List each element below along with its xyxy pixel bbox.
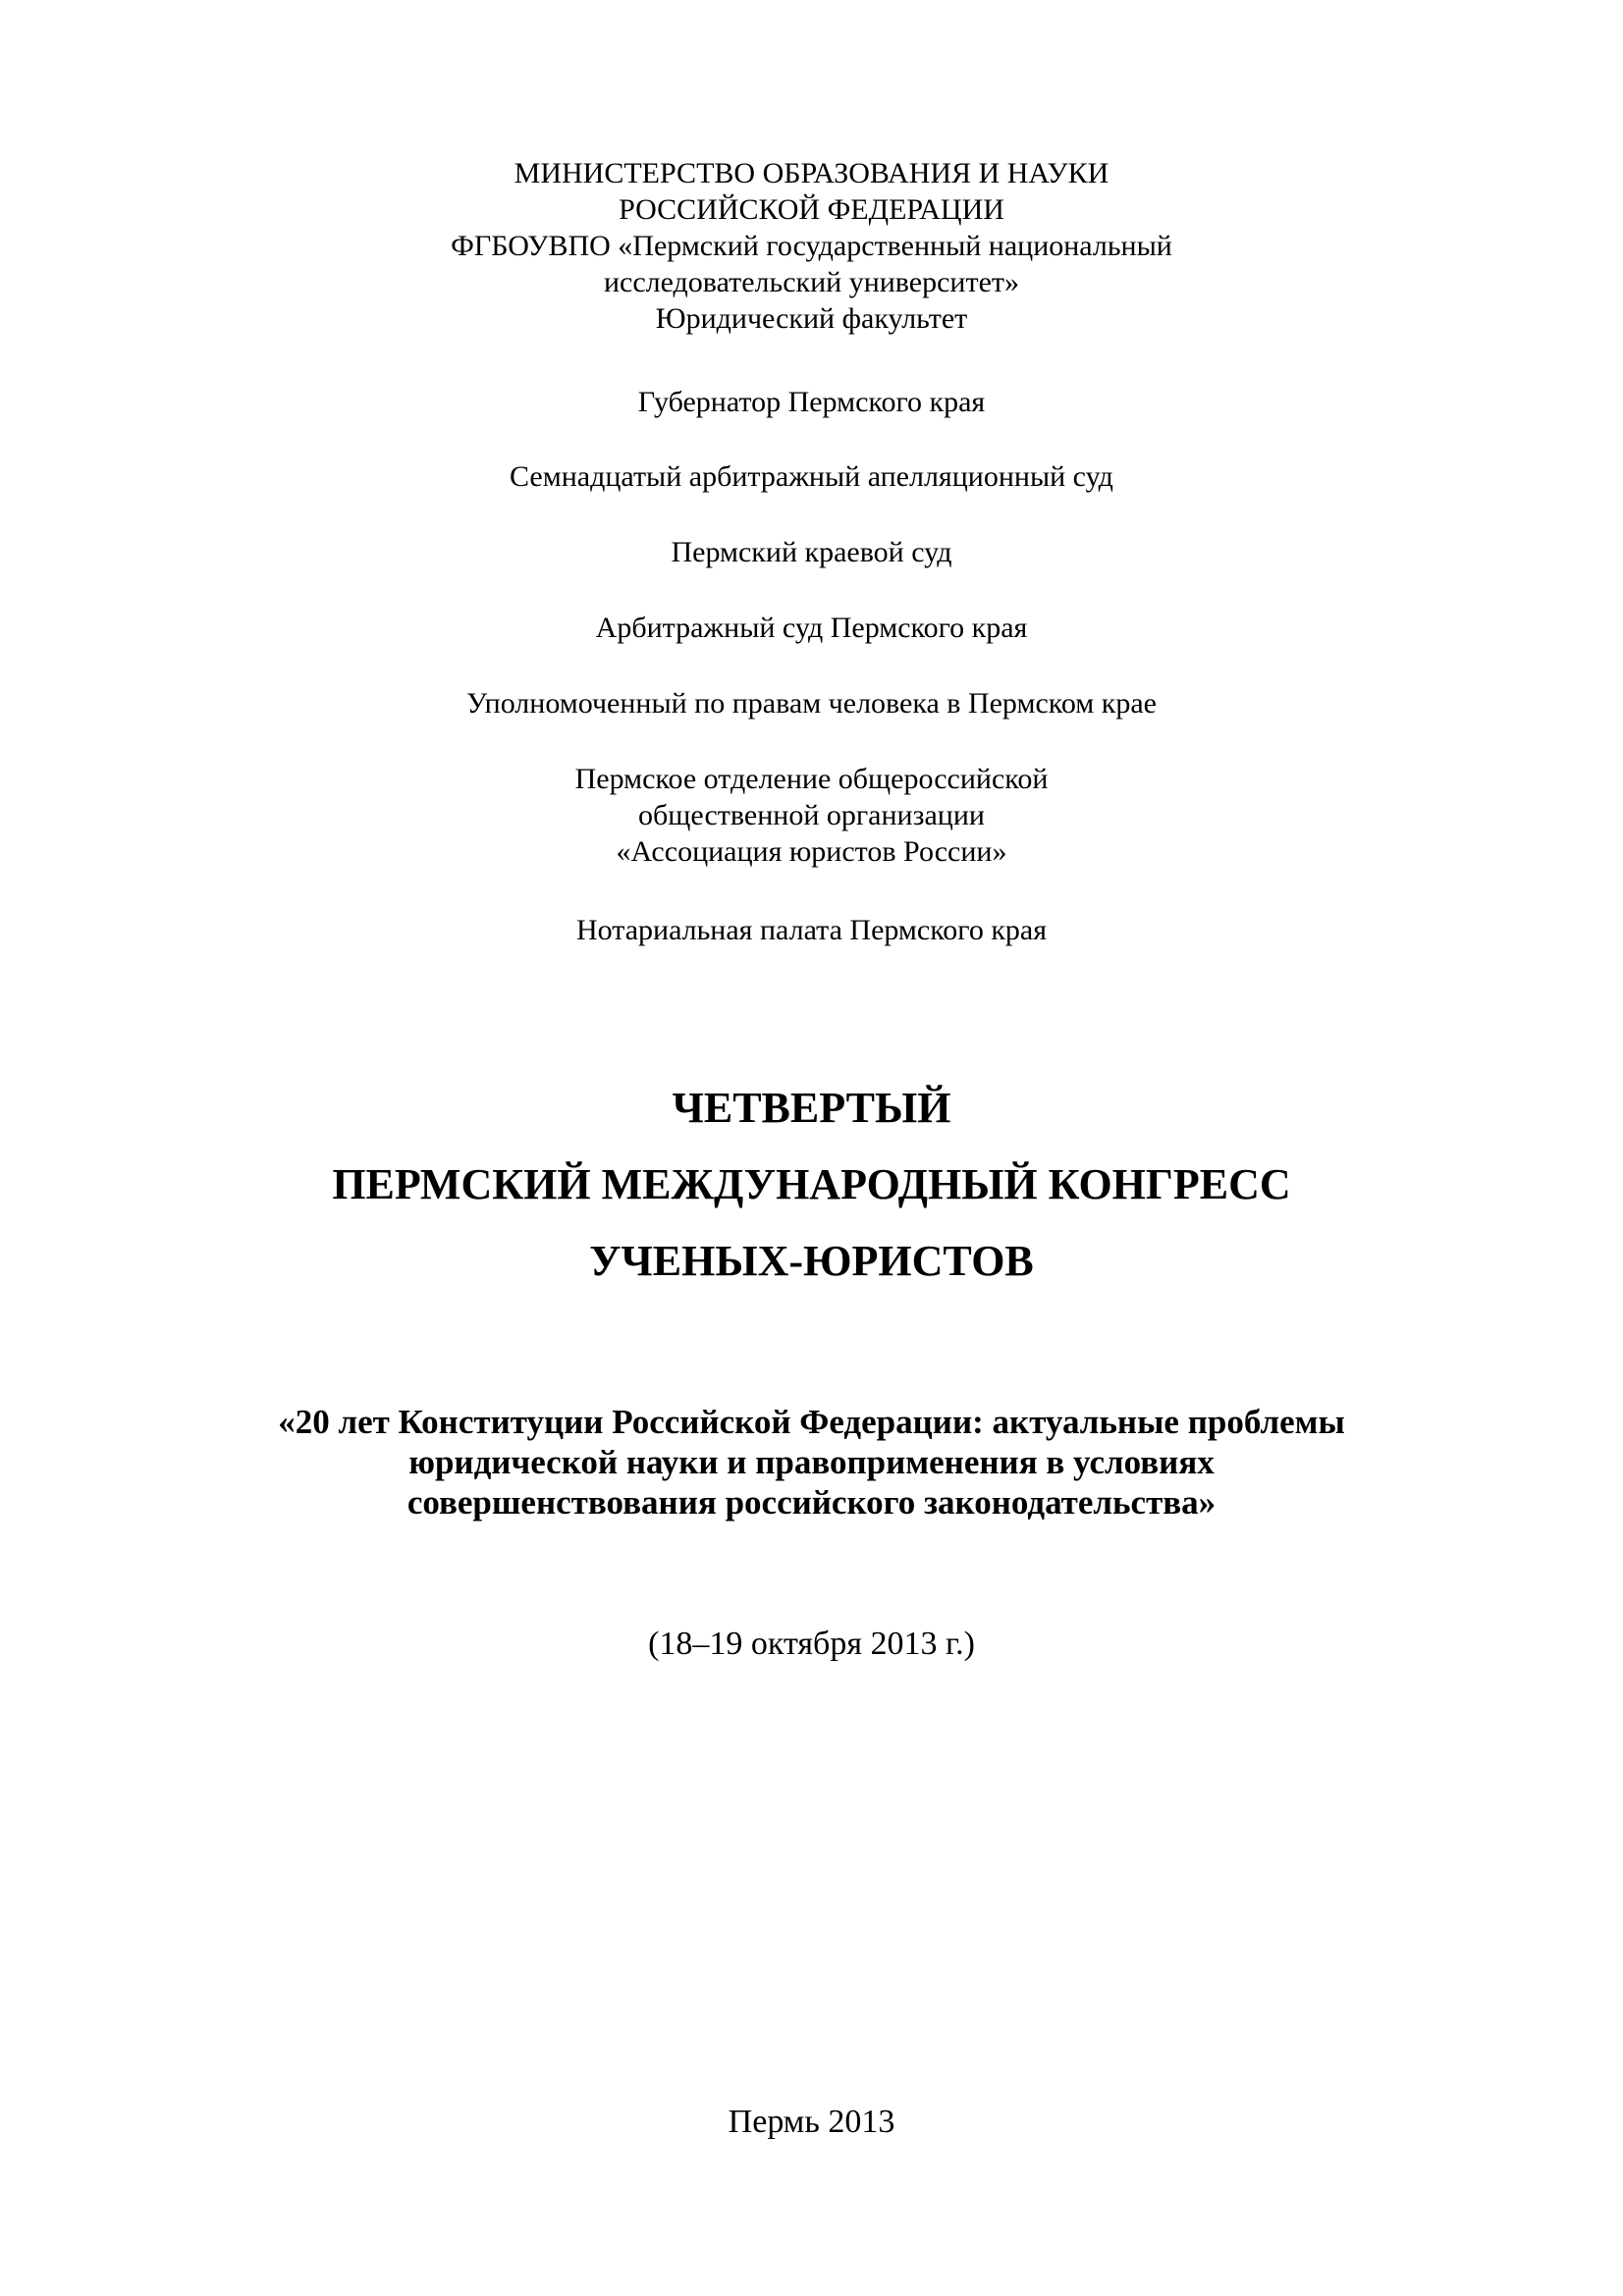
ministry-line: МИНИСТЕРСТВО ОБРАЗОВАНИЯ И НАУКИ (514, 157, 1109, 189)
governor-line: Губернатор Пермского края (637, 386, 986, 418)
congress-subtitle: «20 лет Конституции Российской Федерации: актуальные проблемы юридической науки и правоприменения в условиях совершенствования российского законодательства» (278, 1403, 1345, 1522)
city-year: Пермь 2013 (728, 2104, 895, 2140)
appellate-court-line: Семнадцатый арбитражный апелляционный суд (510, 460, 1113, 493)
ministry-line: РОССИЙСКОЙ ФЕДЕРАЦИИ (619, 193, 1004, 226)
university-line: ФГБОУВПО «Пермский государственный национальный (451, 230, 1172, 262)
regional-court-line: Пермский краевой суд (671, 536, 952, 568)
congress-dates: (18–19 октября 2013 г.) (648, 1626, 975, 1662)
notary-line: Нотариальная палата Пермского края (575, 914, 1048, 946)
university-line: исследовательский университет» (603, 266, 1020, 298)
faculty-line: Юридический факультет (655, 302, 968, 335)
congress-title: ЧЕТВЕРТЫЙ ПЕРМСКИЙ МЕЖДУНАРОДНЫЙ КОНГРЕСС УЧЕНЫХ-ЮРИСТОВ (332, 1084, 1291, 1285)
ombudsman-line: Уполномоченный по правам человека в Пермском крае (466, 687, 1157, 720)
association-block: Пермское отделение общероссийской общественной организации «Ассоциация юристов России» (574, 763, 1049, 868)
arbitration-court-line: Арбитражный суд Пермского края (595, 612, 1028, 644)
ministry-block (0, 155, 1623, 337)
